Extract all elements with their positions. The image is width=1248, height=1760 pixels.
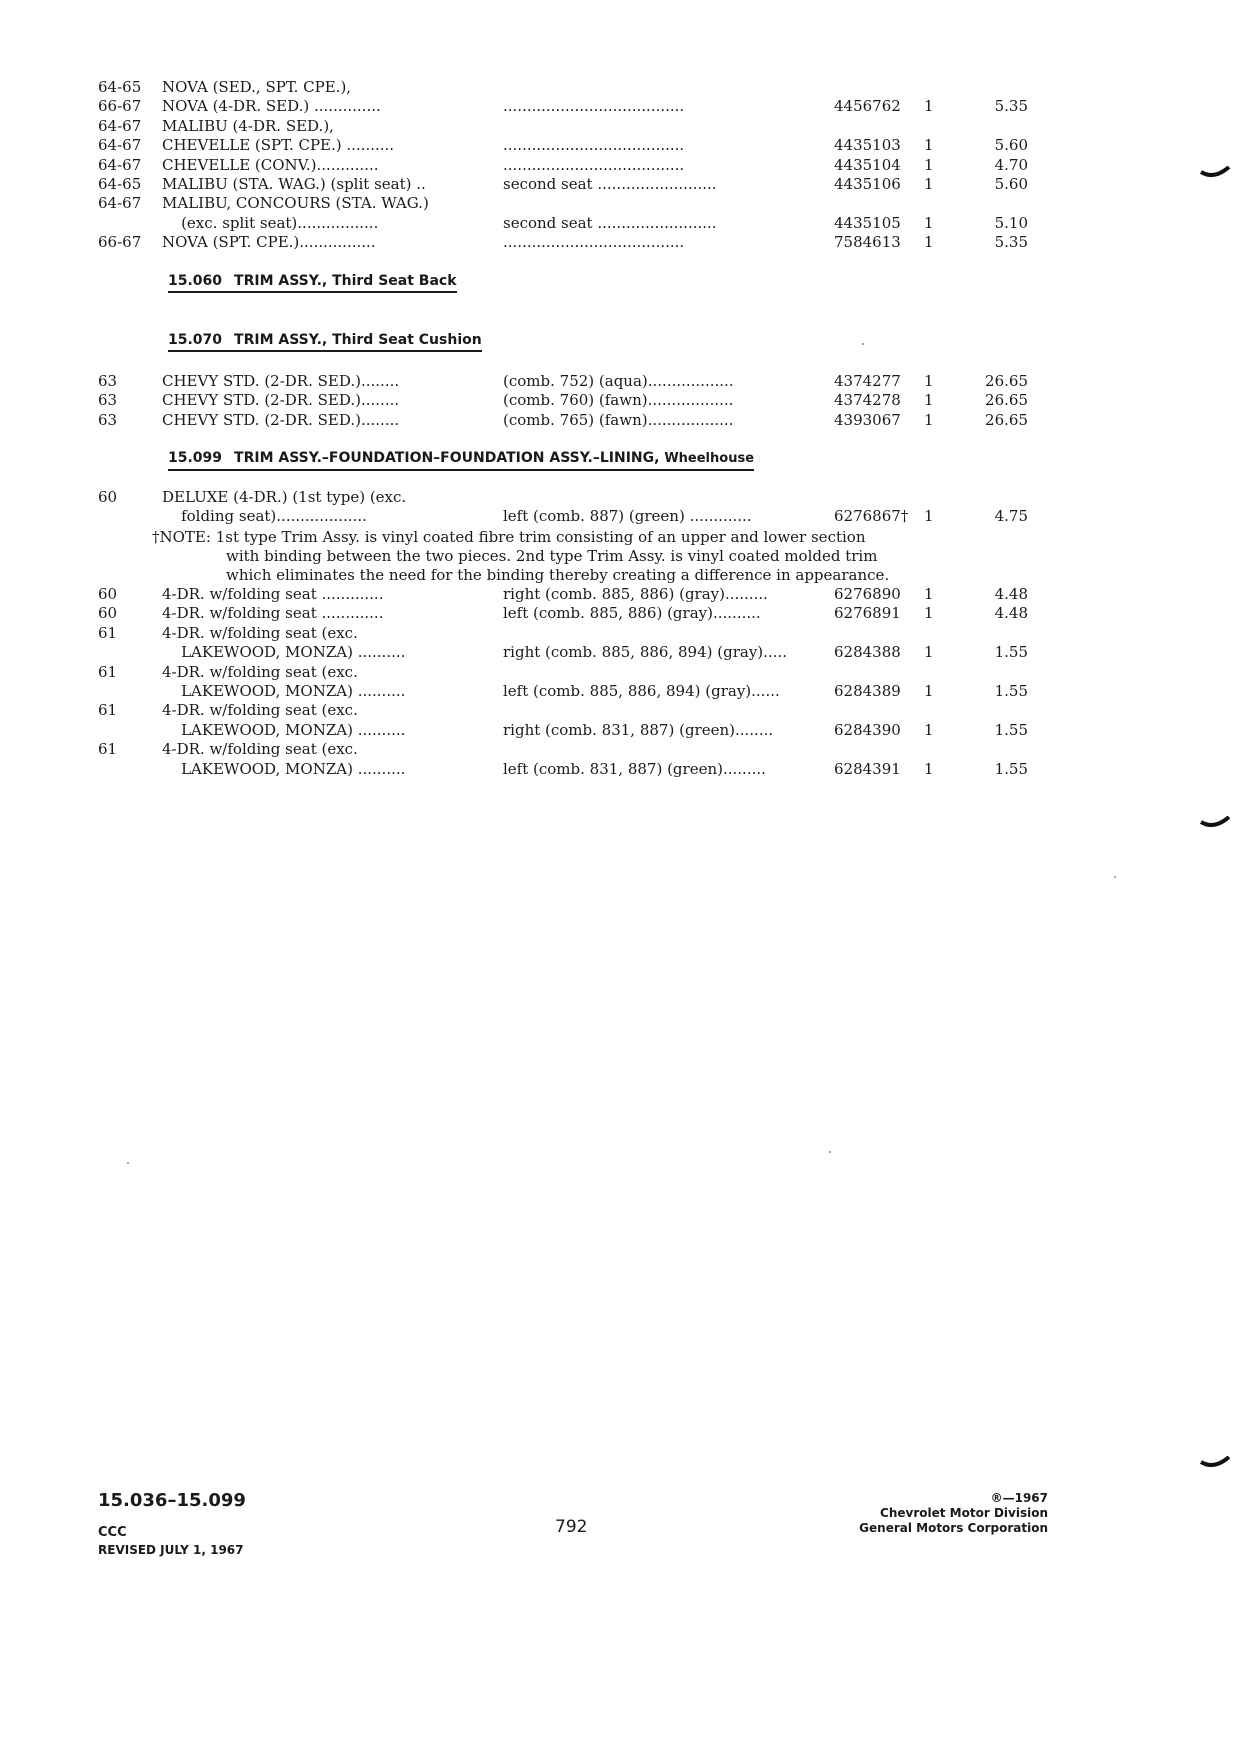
section-title: TRIM ASSY.–FOUNDATION–FOUNDATION ASSY.–LINING, <box>234 450 660 466</box>
quantity-cell: 1 <box>924 391 934 410</box>
price-cell: 1.55 <box>994 682 1028 700</box>
footer-section-range: 15.036–15.099 <box>98 1490 246 1511</box>
application-cell: ...................................... <box>503 136 685 155</box>
parts-table-15-099-a <box>98 488 1028 528</box>
year-cell: 64-67 <box>98 116 142 135</box>
year-cell: 63 <box>98 372 118 390</box>
footer-code: CCC <box>98 1525 127 1540</box>
year-cell: 60 <box>98 488 118 506</box>
price-cell: 4.48 <box>994 585 1028 603</box>
year-cell: 61 <box>98 740 118 759</box>
description-cell: MALIBU (4-DR. SED.), <box>162 116 334 135</box>
year-cell: 60 <box>98 585 118 603</box>
part-number-cell: 4435105 <box>834 213 901 232</box>
description-cell: 4-DR. w/folding seat (exc. <box>162 623 358 642</box>
quantity-cell: 1 <box>924 175 934 193</box>
application-cell: ...................................... <box>503 233 685 252</box>
year-cell: 60 <box>98 604 118 623</box>
description-cell: folding seat)................... <box>162 507 367 526</box>
year-cell: 64-67 <box>98 194 142 213</box>
application-cell: right (comb. 885, 886) (gray)......... <box>503 585 768 603</box>
description-cell: 4-DR. w/folding seat (exc. <box>162 740 358 759</box>
description-cell: DELUXE (4-DR.) (1st type) (exc. <box>162 488 407 506</box>
price-cell: 1.55 <box>994 759 1028 778</box>
quantity-cell: 1 <box>924 97 934 116</box>
section-title: TRIM ASSY., Third Seat Cushion <box>234 332 482 348</box>
footer-revised-date: REVISED JULY 1, 1967 <box>98 1543 244 1557</box>
parts-table-top <box>98 78 1028 258</box>
margin-check-mark <box>1200 1456 1230 1470</box>
scan-speck <box>829 1151 831 1153</box>
part-number-cell: 4456762 <box>834 97 901 116</box>
footer-copyright: ®—1967 <box>990 1491 1048 1505</box>
part-number-cell: 6276890 <box>834 585 901 603</box>
description-cell: MALIBU, CONCOURS (STA. WAG.) <box>162 194 429 213</box>
year-cell: 64-65 <box>98 78 142 96</box>
description-cell: 4-DR. w/folding seat (exc. <box>162 701 358 720</box>
margin-check-mark <box>1200 166 1230 180</box>
section-number: 15.060 <box>168 273 223 289</box>
application-cell: left (comb. 831, 887) (green)......... <box>503 759 766 778</box>
part-number-cell: 6284389 <box>834 682 901 700</box>
footer-division: Chevrolet Motor Division <box>880 1506 1048 1520</box>
description-cell: NOVA (SPT. CPE.)................ <box>162 233 376 252</box>
year-cell: 63 <box>98 410 118 429</box>
quantity-cell: 1 <box>924 372 934 390</box>
part-number-cell: 7584613 <box>834 233 901 252</box>
scan-speck <box>127 1162 129 1164</box>
year-cell: 63 <box>98 391 118 410</box>
part-number-cell: 6276891 <box>834 604 901 623</box>
description-cell: NOVA (SED., SPT. CPE.), <box>162 78 352 96</box>
price-cell: 1.55 <box>994 643 1028 662</box>
price-cell: 4.75 <box>994 507 1028 526</box>
year-cell: 61 <box>98 623 118 642</box>
description-cell: 4-DR. w/folding seat (exc. <box>162 662 358 681</box>
quantity-cell: 1 <box>924 585 934 603</box>
price-cell: 1.55 <box>994 720 1028 739</box>
application-cell: left (comb. 887) (green) ............. <box>503 507 752 526</box>
part-number-cell: 4374278 <box>834 391 901 410</box>
year-cell: 64-67 <box>98 136 142 155</box>
year-cell: 64-65 <box>98 175 142 193</box>
quantity-cell: 1 <box>924 720 934 739</box>
quantity-cell: 1 <box>924 155 934 174</box>
year-cell: 66-67 <box>98 97 142 116</box>
quantity-cell: 1 <box>924 759 934 778</box>
description-cell: CHEVELLE (CONV.)............. <box>162 155 379 174</box>
price-cell: 5.60 <box>994 175 1028 193</box>
price-cell: 4.48 <box>994 604 1028 623</box>
description-cell: CHEVY STD. (2-DR. SED.)........ <box>162 391 400 410</box>
application-cell: ...................................... <box>503 97 685 116</box>
margin-check-mark <box>1200 816 1230 830</box>
application-cell: right (comb. 885, 886, 894) (gray)..... <box>503 643 787 662</box>
part-number-cell: 6284391 <box>834 759 901 778</box>
section-number: 15.099 <box>168 450 223 466</box>
part-number-cell: 6276867† <box>834 507 909 526</box>
year-cell: 61 <box>98 662 118 681</box>
section-heading-15-099 <box>168 449 754 471</box>
price-cell: 26.65 <box>985 410 1028 429</box>
price-cell: 5.35 <box>994 233 1028 252</box>
description-cell: (exc. split seat)................. <box>162 213 379 232</box>
application-cell: second seat ......................... <box>503 213 717 232</box>
description-cell: LAKEWOOD, MONZA) .......... <box>162 682 406 700</box>
quantity-cell: 1 <box>924 213 934 232</box>
section-number: 15.070 <box>168 332 223 348</box>
year-cell: 61 <box>98 701 118 720</box>
application-cell: second seat ......................... <box>503 175 717 193</box>
quantity-cell: 1 <box>924 643 934 662</box>
year-cell: 66-67 <box>98 233 142 252</box>
part-number-cell: 6284388 <box>834 643 901 662</box>
price-cell: 4.70 <box>994 155 1028 174</box>
quantity-cell: 1 <box>924 136 934 155</box>
note-line-1: †NOTE: 1st type Trim Assy. is vinyl coated fibre trim consisting of an upper and lower section <box>152 528 866 546</box>
quantity-cell: 1 <box>924 682 934 700</box>
description-cell: CHEVY STD. (2-DR. SED.)........ <box>162 372 400 390</box>
application-cell: (comb. 760) (fawn).................. <box>503 391 734 410</box>
application-cell: right (comb. 831, 887) (green)........ <box>503 720 774 739</box>
quantity-cell: 1 <box>924 507 934 526</box>
part-number-cell: 4435104 <box>834 155 901 174</box>
part-number-cell: 6284390 <box>834 720 901 739</box>
section-heading-15-060 <box>168 272 457 293</box>
quantity-cell: 1 <box>924 604 934 623</box>
description-cell: LAKEWOOD, MONZA) .......... <box>162 759 406 778</box>
application-cell: (comb. 752) (aqua).................. <box>503 372 734 390</box>
section-title: TRIM ASSY., Third Seat Back <box>234 273 457 289</box>
description-cell: LAKEWOOD, MONZA) .......... <box>162 643 406 662</box>
price-cell: 5.60 <box>994 136 1028 155</box>
note-line-3: which eliminates the need for the binding thereby creating a difference in appearance. <box>226 566 890 584</box>
quantity-cell: 1 <box>924 233 934 252</box>
application-cell: left (comb. 885, 886) (gray).......... <box>503 604 761 623</box>
parts-table-15-099-b <box>98 585 1028 785</box>
description-cell: 4-DR. w/folding seat ............. <box>162 585 384 603</box>
year-cell: 64-67 <box>98 155 142 174</box>
section-heading-15-070 <box>168 331 482 352</box>
part-number-cell: 4374277 <box>834 372 901 390</box>
page-number: 792 <box>555 1517 588 1537</box>
description-cell: MALIBU (STA. WAG.) (split seat) .. <box>162 175 426 193</box>
section-subtitle: Wheelhouse <box>664 451 755 466</box>
price-cell: 5.35 <box>994 97 1028 116</box>
price-cell: 26.65 <box>985 391 1028 410</box>
footer-corporation: General Motors Corporation <box>859 1521 1048 1535</box>
description-cell: CHEVELLE (SPT. CPE.) .......... <box>162 136 395 155</box>
parts-table-15-070 <box>98 372 1028 432</box>
quantity-cell: 1 <box>924 410 934 429</box>
part-number-cell: 4435106 <box>834 175 901 193</box>
price-cell: 26.65 <box>985 372 1028 390</box>
description-cell: CHEVY STD. (2-DR. SED.)........ <box>162 410 400 429</box>
application-cell: left (comb. 885, 886, 894) (gray)...... <box>503 682 780 700</box>
scan-speck <box>862 343 864 345</box>
part-number-cell: 4435103 <box>834 136 901 155</box>
description-cell: NOVA (4-DR. SED.) .............. <box>162 97 381 116</box>
description-cell: 4-DR. w/folding seat ............. <box>162 604 384 623</box>
description-cell: LAKEWOOD, MONZA) .......... <box>162 720 406 739</box>
part-number-cell: 4393067 <box>834 410 901 429</box>
application-cell: ...................................... <box>503 155 685 174</box>
note-line-2: with binding between the two pieces. 2nd type Trim Assy. is vinyl coated molded trim <box>226 547 878 565</box>
price-cell: 5.10 <box>994 213 1028 232</box>
application-cell: (comb. 765) (fawn).................. <box>503 410 734 429</box>
scan-speck <box>1114 876 1116 878</box>
